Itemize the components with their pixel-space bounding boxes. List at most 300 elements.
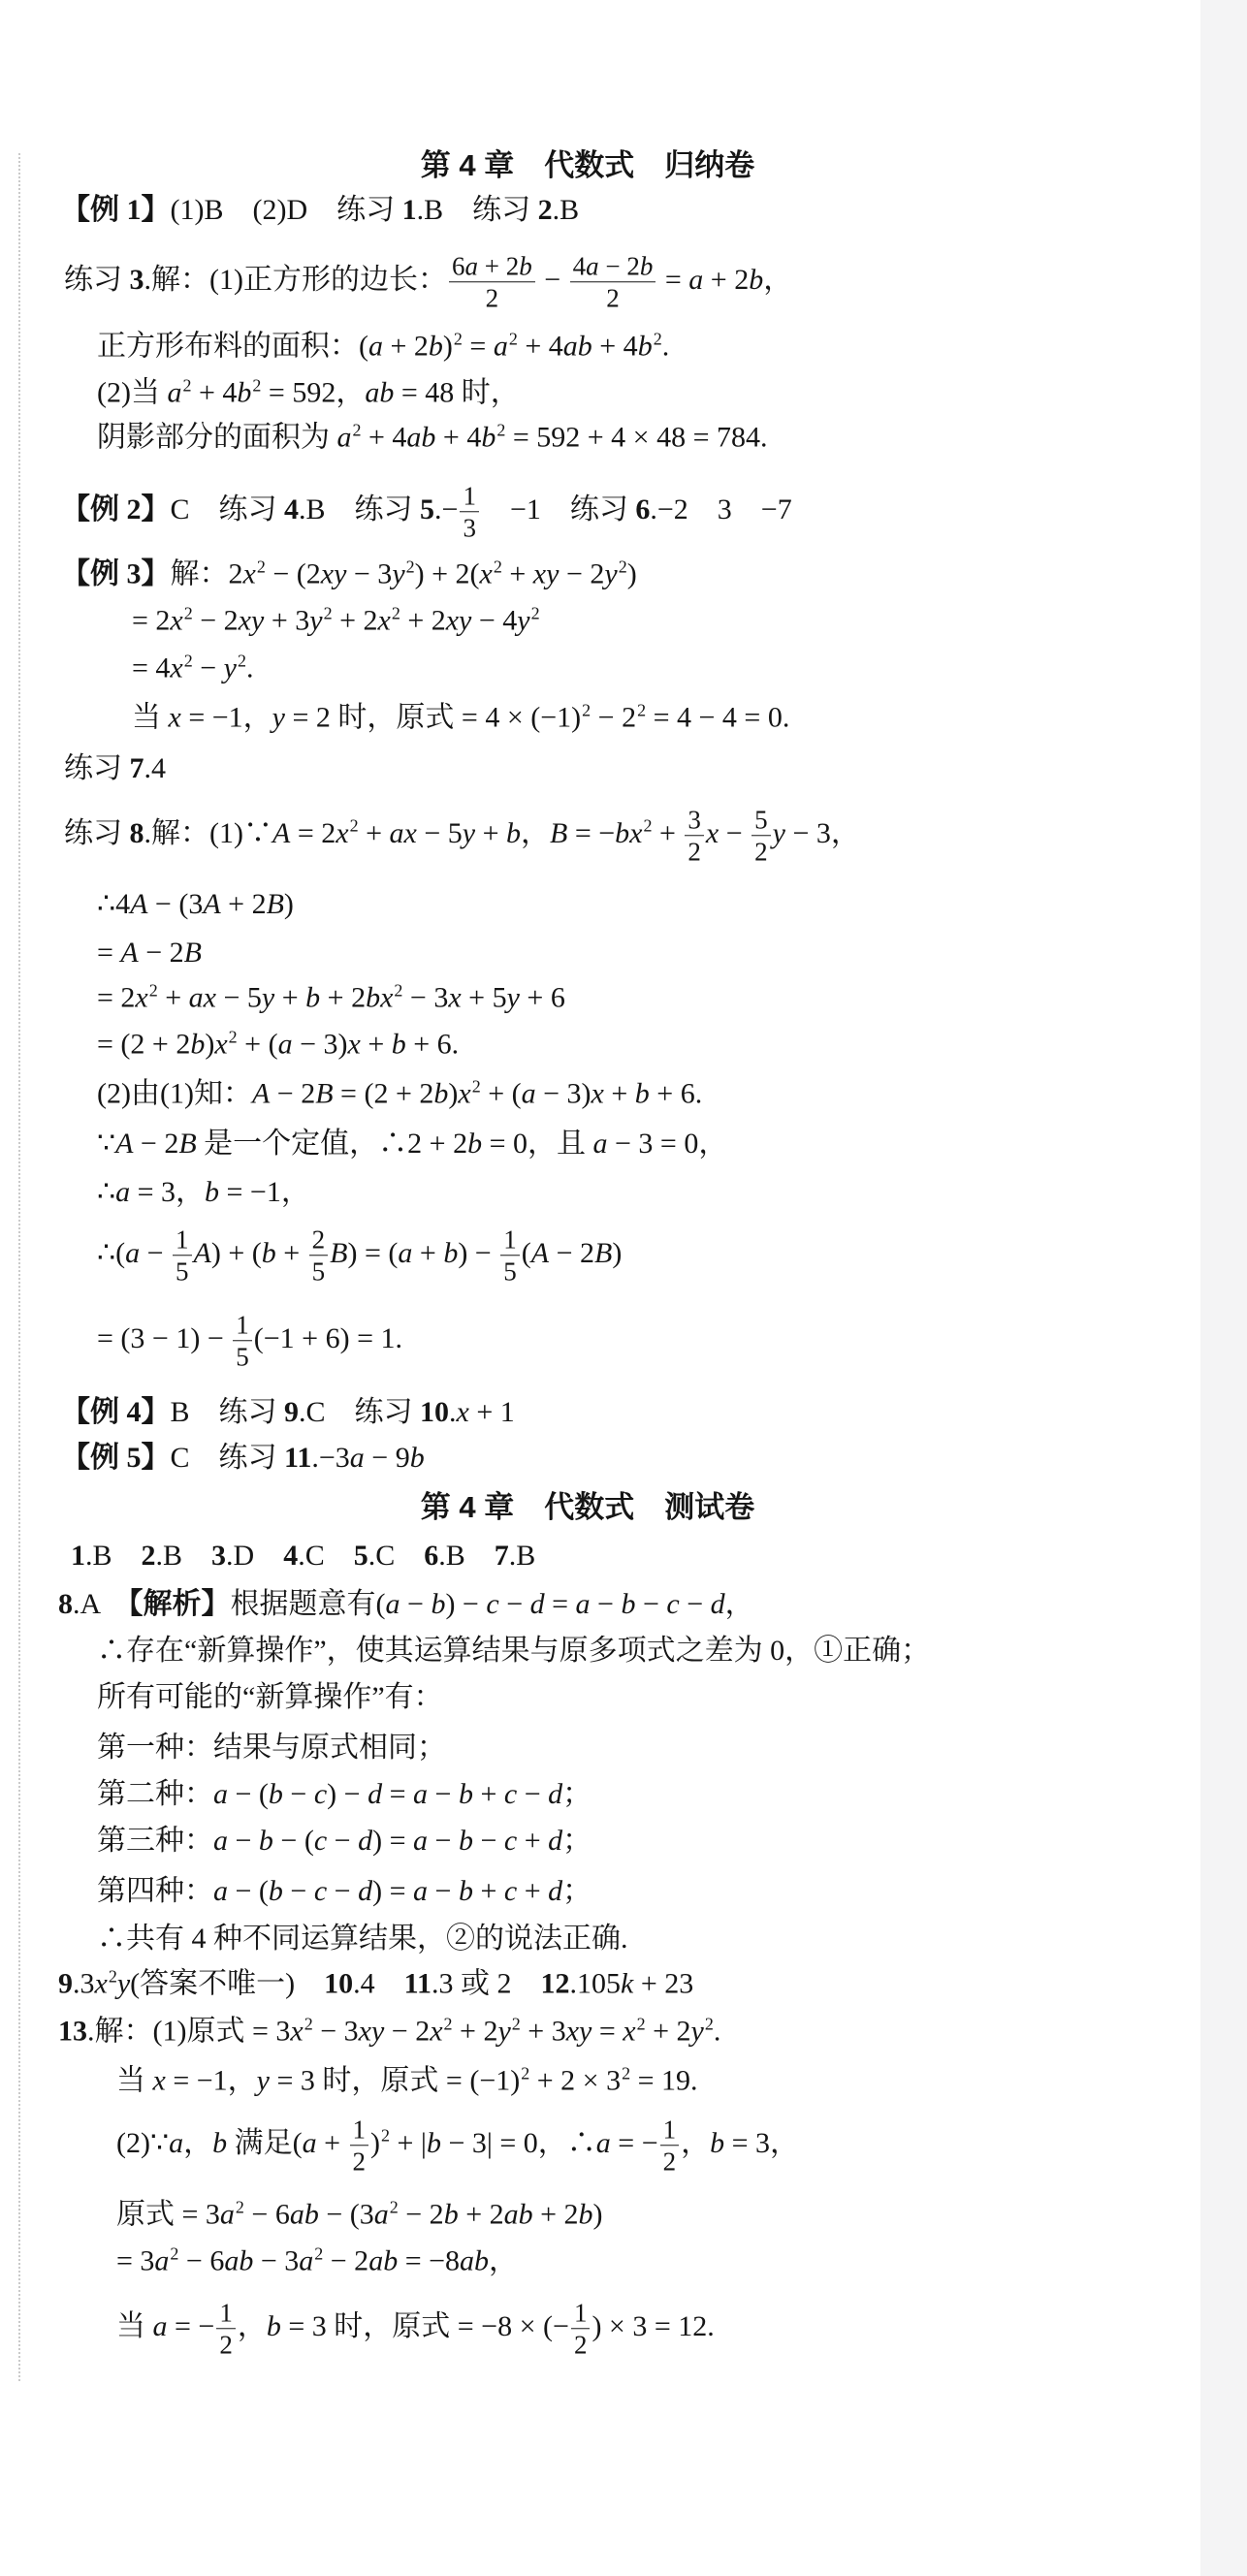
text-run: ) =	[372, 1825, 414, 1857]
text-run: 阴影部分的面积为	[97, 421, 337, 454]
text-run: −	[679, 1588, 711, 1620]
text-run: (−1 + 6) = 1.	[253, 1321, 402, 1354]
bold-label: 2	[141, 1540, 156, 1572]
text-run: + 2	[383, 330, 429, 363]
math-variable: xy	[238, 604, 265, 637]
example-2-answers	[61, 481, 792, 542]
math-variable: B	[330, 1236, 348, 1269]
fraction	[350, 2115, 369, 2176]
text-run: = (2 + 2	[333, 1077, 434, 1110]
bold-label: 11	[284, 1442, 312, 1474]
math-variable: ab	[406, 421, 436, 454]
bold-label: 【解析】	[128, 1588, 231, 1620]
math-variable: b	[458, 1825, 473, 1857]
text-run: + 1	[468, 1396, 515, 1428]
text-run: 1	[352, 2115, 366, 2145]
math-variable: b	[710, 2126, 725, 2159]
text-run: +	[157, 981, 189, 1014]
bold-label: 1	[71, 1540, 85, 1572]
text-run: .	[449, 1396, 457, 1428]
fraction-denominator	[500, 1256, 520, 1287]
math-variable: B	[183, 937, 202, 969]
exercise-3-solution-line-4	[97, 419, 768, 461]
text-run: .D	[226, 1540, 284, 1572]
superscript: 2	[170, 2243, 179, 2264]
fraction-numerator	[685, 805, 704, 836]
superscript: 2	[443, 2014, 453, 2034]
math-variable: A	[251, 1077, 271, 1110]
math-variable: a	[595, 2126, 611, 2159]
math-variable: xy	[445, 604, 472, 637]
text-run: − 5	[416, 816, 463, 849]
text-run: + 2	[320, 981, 367, 1014]
exercise-8-solution-line-9	[97, 1224, 622, 1286]
math-variable: y	[506, 981, 520, 1014]
text-run: +	[274, 981, 306, 1014]
bold-label: 10	[420, 1396, 450, 1428]
question-13-solution-line-3	[116, 2115, 799, 2176]
text-run: .4	[353, 1967, 404, 2000]
exercise-8-solution-line-2	[97, 885, 294, 924]
text-run: .−3	[311, 1442, 350, 1474]
text-run: ，	[520, 816, 550, 849]
text-run: − 9	[364, 1442, 410, 1474]
superscript: 2	[323, 603, 333, 623]
math-variable: b	[205, 1176, 220, 1208]
text-run: 是一个定值，∴2 + 2	[196, 1128, 468, 1160]
question-13-solution-line-5	[116, 2242, 518, 2284]
text-run: 所有可能的“新算操作”有：	[97, 1681, 443, 1713]
superscript: 2	[349, 815, 359, 836]
math-variable: ab	[224, 2244, 254, 2277]
fraction-denominator	[751, 837, 771, 867]
fraction	[571, 2298, 591, 2359]
exercise-3-solution-line-3	[97, 374, 520, 416]
math-variable: a	[521, 1077, 536, 1110]
text-run: + 2	[703, 263, 750, 296]
math-variable: b	[458, 1875, 473, 1907]
text-run: − 2	[323, 2244, 369, 2277]
text-run: − 2	[598, 251, 640, 281]
math-variable: c	[313, 1825, 328, 1857]
bold-label: 【例 2】	[61, 493, 171, 525]
text-run: − 2	[591, 701, 637, 734]
text-run: 1	[463, 481, 476, 511]
text-run: 第三种：	[97, 1825, 213, 1857]
text-run: + 2	[477, 251, 520, 281]
fraction	[570, 251, 656, 312]
math-variable: y	[223, 652, 237, 684]
example-3-solution-line-4	[132, 699, 789, 741]
text-run: 2	[606, 283, 620, 313]
text-run: 1	[219, 2298, 233, 2328]
text-run: + 2	[400, 604, 446, 637]
text-run: − 2	[138, 937, 184, 969]
math-variable: x	[456, 1396, 469, 1428]
math-variable: b	[268, 1778, 283, 1810]
text-run: 1	[573, 2298, 588, 2328]
text-run: .C	[368, 1540, 425, 1572]
text-run: ∴共有 4 种不同运算结果，②的说法正确.	[97, 1923, 628, 1955]
text-run: − 3 = 0，	[607, 1128, 728, 1160]
superscript: 2	[508, 329, 518, 349]
fraction-numerator	[500, 1224, 520, 1256]
superscript: 2	[389, 2197, 399, 2217]
text-run: 第一种：结果与原式相同；	[97, 1732, 446, 1764]
text-run: .4	[144, 752, 166, 784]
fraction-denominator	[685, 837, 704, 867]
math-variable: d	[710, 1588, 725, 1620]
superscript: 2	[394, 980, 403, 1001]
text-run: 2	[311, 1224, 326, 1255]
question-13-solution-line-1	[58, 2013, 720, 2054]
math-variable: a	[413, 1778, 429, 1810]
superscript: 2	[108, 1966, 117, 1987]
math-variable: b	[621, 1588, 636, 1620]
math-variable: ab	[460, 2244, 490, 2277]
superscript: 2	[405, 557, 415, 577]
text-run: )	[592, 2198, 603, 2231]
math-variable: d	[548, 1825, 563, 1857]
math-variable: B	[549, 816, 568, 849]
math-variable: a	[336, 421, 352, 454]
fraction-numerator	[173, 1224, 192, 1256]
text-run: .解：(1)原式 = 3	[87, 2015, 291, 2048]
text-run: (2)由(1)知：	[97, 1077, 252, 1110]
text-run: + 2	[332, 604, 378, 637]
text-run: − 3，	[784, 816, 860, 849]
superscript: 2	[183, 651, 193, 671]
text-run: = 592 + 4 × 48 = 784.	[505, 421, 768, 454]
math-variable: b	[505, 816, 521, 849]
math-variable: b	[237, 376, 252, 409]
text-run: ) −	[458, 1236, 499, 1269]
math-variable: ab	[562, 330, 592, 363]
text-run: − 2	[192, 604, 239, 637]
text-run: − 2	[549, 1236, 594, 1269]
text-run: + 2	[458, 2198, 504, 2231]
text-run: .105	[569, 1967, 621, 2000]
text-run: 6	[451, 251, 465, 281]
bold-label: 2	[537, 194, 553, 226]
superscript: 2	[182, 375, 192, 396]
bold-label: 6	[635, 493, 651, 525]
superscript: 2	[252, 375, 262, 396]
question-13-solution-line-4	[116, 2196, 603, 2238]
text-run: )	[205, 1028, 215, 1061]
text-run: − (	[228, 1875, 269, 1907]
text-run: − (3	[147, 888, 204, 920]
math-variable: b	[190, 1028, 206, 1061]
text-run: −	[719, 816, 751, 849]
text-run: = (3 − 1) −	[97, 1321, 232, 1354]
fraction-denominator	[309, 1256, 329, 1287]
text-run: ∵	[97, 1128, 116, 1160]
text-run: = 0，且	[482, 1128, 593, 1160]
math-variable: ab	[368, 2244, 399, 2277]
text-run: −	[498, 1588, 530, 1620]
superscript: 2	[238, 651, 246, 671]
text-run: − 3	[253, 2244, 300, 2277]
text-run: 2	[573, 2330, 588, 2360]
math-variable: c	[486, 1588, 499, 1620]
text-run: −	[428, 1778, 459, 1810]
math-variable: xy	[565, 2015, 592, 2048]
fraction	[173, 1224, 192, 1286]
bold-label: 5	[420, 493, 435, 525]
example-3-solution-line-2	[132, 602, 540, 644]
math-variable: A	[272, 816, 291, 849]
text-run: +	[412, 1236, 444, 1269]
text-run: 3	[463, 513, 476, 543]
text-run: = 3，	[130, 1176, 206, 1208]
math-variable: x	[170, 604, 183, 637]
bold-label: 8	[58, 1588, 73, 1620]
text-run: +	[652, 816, 684, 849]
text-run: )	[448, 1077, 459, 1110]
text-run: −	[282, 1875, 314, 1907]
superscript: 2	[618, 557, 627, 577]
math-variable: ax	[188, 981, 216, 1014]
text-run: .−	[434, 493, 459, 525]
superscript: 2	[582, 700, 592, 720]
math-variable: x	[623, 2015, 636, 2048]
math-variable: ab	[365, 376, 395, 409]
bold-label: 4	[283, 1540, 299, 1572]
fraction-denominator	[570, 283, 656, 313]
math-variable: a	[125, 1236, 141, 1269]
text-run: (2)当	[97, 376, 168, 409]
example-1-answers	[61, 191, 579, 230]
text-run: −	[472, 1825, 504, 1857]
text-run: 1	[662, 2115, 677, 2145]
text-run: 正方形布料的面积：(	[97, 330, 368, 363]
superscript: 2	[304, 2014, 313, 2034]
superscript: 2	[391, 603, 400, 623]
text-run: −	[635, 1588, 667, 1620]
fraction	[233, 1310, 252, 1371]
math-variable: bx	[366, 981, 394, 1014]
math-variable: b	[637, 330, 653, 363]
superscript: 2	[228, 1027, 238, 1047]
bold-label: 3	[129, 263, 144, 296]
text-run: 1	[503, 1224, 517, 1255]
text-run: 2	[219, 2330, 233, 2360]
fraction-denominator	[350, 2147, 369, 2177]
bold-label: 10	[324, 1967, 354, 2000]
text-run: 2	[754, 837, 768, 867]
math-variable: b	[428, 330, 443, 363]
text-run: +	[472, 1778, 504, 1810]
fraction-numerator	[216, 2298, 236, 2329]
text-run: = 19.	[630, 2064, 698, 2097]
text-run: ∴4	[97, 888, 131, 920]
text-run: +	[358, 816, 390, 849]
text-run: − 2	[133, 1128, 179, 1160]
math-variable: xy	[532, 557, 560, 590]
text-run: ，	[681, 2126, 711, 2159]
text-run: 满足(	[227, 2126, 303, 2159]
math-variable: a	[154, 2244, 170, 2277]
text-run: .B	[155, 1540, 212, 1572]
math-variable: A	[115, 1128, 134, 1160]
exercise-8-solution-line-8	[97, 1173, 310, 1212]
math-variable: x	[705, 816, 719, 849]
exercise-8-solution-line-4	[97, 979, 565, 1021]
superscript: 2	[637, 700, 647, 720]
text-run: 5	[236, 1342, 249, 1372]
text-run: 当	[132, 701, 169, 734]
fraction-numerator	[460, 481, 479, 512]
text-run: (答案不唯一)	[130, 1967, 325, 2000]
math-variable: y	[392, 557, 405, 590]
fraction-numerator	[350, 2115, 369, 2146]
text-run: 5	[176, 1256, 189, 1287]
text-run: 练习	[64, 752, 130, 784]
bold-label: 13	[58, 2015, 87, 2048]
superscript: 2	[148, 980, 158, 1001]
fraction	[309, 1224, 329, 1286]
math-variable: b	[458, 1778, 473, 1810]
text-run: (1)B (2)D 练习	[170, 194, 402, 226]
text-run: − 2	[398, 2198, 444, 2231]
math-variable: b	[268, 1875, 283, 1907]
text-run: +	[517, 1875, 549, 1907]
math-variable: a	[688, 263, 704, 296]
text-run: −1 练习	[480, 493, 636, 525]
math-variable: a	[169, 2126, 184, 2159]
text-run: .−2 3 −7	[650, 493, 792, 525]
text-run: = 3，	[724, 2126, 800, 2159]
text-run: +	[501, 557, 533, 590]
exercise-3-solution-line-1	[64, 251, 792, 312]
text-run: = 2	[97, 981, 136, 1014]
math-variable: a	[398, 1236, 413, 1269]
text-run: 练习	[64, 263, 130, 296]
superscript: 2	[511, 2014, 521, 2034]
fraction-numerator	[660, 2115, 680, 2146]
math-variable: y	[116, 1967, 131, 2000]
math-variable: b	[639, 251, 654, 281]
text-run: + 3	[264, 604, 310, 637]
question-8-analysis-line-4	[97, 1729, 446, 1767]
text-run: B 练习	[170, 1396, 285, 1428]
text-run: .B 练习	[416, 194, 538, 226]
bold-label: 11	[403, 1967, 432, 2000]
text-run: −	[428, 1875, 459, 1907]
question-8-analysis-line-2	[97, 1632, 930, 1670]
text-run: = 4	[132, 652, 171, 684]
text-run: 5	[503, 1256, 517, 1287]
math-variable: b	[578, 2198, 593, 2231]
math-variable: bx	[615, 816, 643, 849]
answers-9-12	[58, 1965, 693, 2007]
math-variable: c	[503, 1875, 518, 1907]
text-run: − 2	[559, 557, 605, 590]
exercise-8-solution-line-10	[97, 1310, 402, 1371]
text-run: +	[517, 1825, 549, 1857]
text-run: .C 练习	[299, 1396, 421, 1428]
text-run: .解：(1)正方形的边长：	[144, 263, 447, 296]
text-run: + (	[237, 1028, 278, 1061]
math-variable: c	[503, 1825, 518, 1857]
text-run: + 4	[517, 330, 563, 363]
math-variable: a	[213, 1825, 228, 1857]
superscript: 2	[493, 557, 502, 577]
text-run: 2	[687, 837, 701, 867]
superscript: 2	[622, 2063, 631, 2083]
text-run: 根据题意有(	[230, 1588, 386, 1620]
text-run: = 48 时，	[394, 376, 520, 409]
text-run: ) × 3 = 12.	[592, 2309, 715, 2342]
text-run: +	[475, 816, 506, 849]
superscript: 2	[636, 2014, 646, 2034]
math-variable: y	[261, 981, 275, 1014]
text-run: + 23	[633, 1967, 694, 2000]
text-run: ，	[724, 1588, 754, 1620]
text-run: 解：2	[170, 557, 243, 590]
math-variable: a	[115, 1176, 131, 1208]
text-run: −	[192, 652, 224, 684]
fraction	[500, 1224, 520, 1286]
math-variable: a	[152, 2309, 168, 2342]
text-run: = 2	[132, 604, 171, 637]
superscript: 2	[183, 603, 193, 623]
math-variable: b	[481, 421, 496, 454]
math-variable: a	[575, 1588, 591, 1620]
math-variable: a	[368, 330, 383, 363]
section-heading-test: 第 4 章 代数式 测试卷	[420, 1490, 755, 1524]
math-variable: y	[604, 557, 618, 590]
math-variable: y	[256, 2064, 270, 2097]
text-run: .3	[73, 1967, 95, 2000]
text-run: − 2	[384, 2015, 431, 2048]
fraction	[660, 2115, 680, 2176]
text-run: .A	[73, 1588, 129, 1620]
math-variable: y	[462, 816, 476, 849]
math-variable: A	[130, 888, 148, 920]
text-run: + 4	[361, 421, 407, 454]
math-variable: a	[349, 1442, 365, 1474]
fraction-numerator	[570, 251, 656, 282]
math-variable: A	[530, 1236, 550, 1269]
math-variable: b	[433, 1077, 449, 1110]
margin-dotted-rule	[18, 153, 20, 2381]
text-run: + 2 × 3	[529, 2064, 622, 2097]
text-run: 当	[116, 2309, 153, 2342]
fraction	[460, 481, 479, 542]
bold-label: 【例 1】	[61, 194, 171, 226]
superscript: 2	[496, 420, 506, 440]
math-variable: x	[152, 2064, 166, 2097]
bold-label: 9	[58, 1967, 73, 2000]
exercise-8-solution-line-3	[97, 934, 202, 972]
math-variable: a	[413, 1825, 429, 1857]
fraction-denominator	[173, 1256, 192, 1287]
text-run: −	[228, 1825, 259, 1857]
math-variable: y	[309, 604, 323, 637]
text-run: −	[400, 1588, 432, 1620]
text-run: ) −	[327, 1778, 368, 1810]
fraction-denominator	[571, 2330, 591, 2360]
text-run: .C	[298, 1540, 354, 1572]
math-variable: x	[170, 652, 183, 684]
bold-label: 9	[284, 1396, 300, 1428]
text-run: .解：(1)∵	[144, 816, 272, 849]
bold-label: 4	[284, 493, 300, 525]
text-run: .	[246, 652, 254, 684]
text-run: C 练习	[170, 493, 285, 525]
